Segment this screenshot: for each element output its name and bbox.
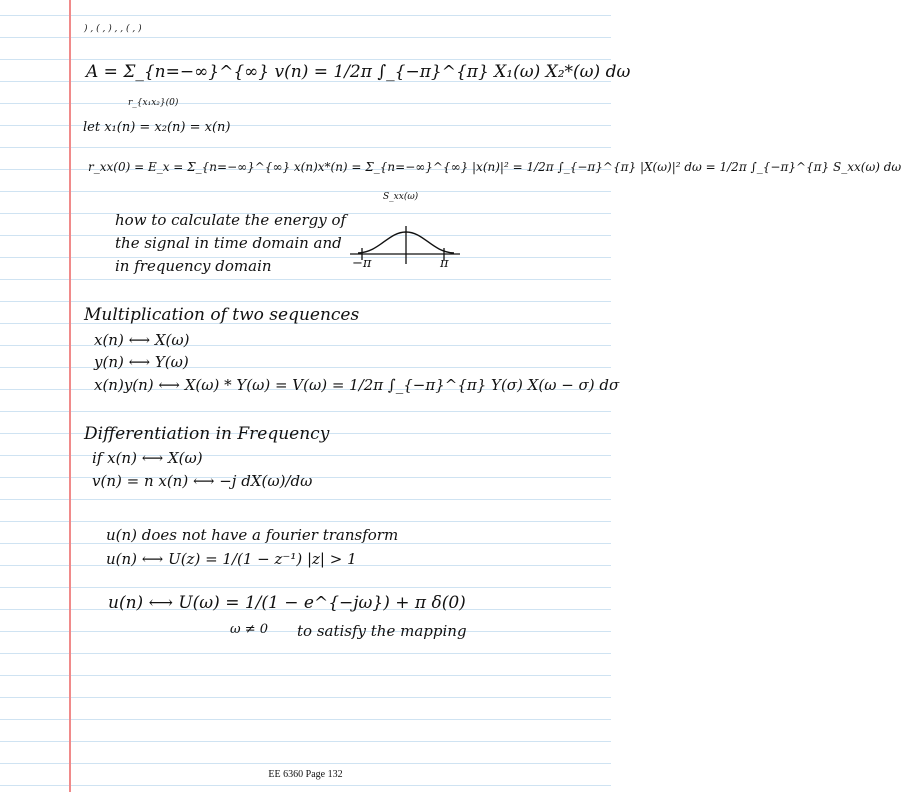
sketch-label-pi: π	[440, 256, 449, 271]
omega-not-zero: ω ≠ 0	[230, 622, 269, 637]
diff-line-1: if x(n) ⟷ X(ω)	[92, 449, 203, 467]
note-line-1: how to calculate the energy of	[115, 211, 347, 229]
equation-a: A = Σ_{n=−∞}^{∞} v(n) = 1/2π ∫_{−π}^{π} X₁(ω) X₂*(ω) dω	[86, 62, 631, 82]
diff-line-2: v(n) = n x(n) ⟷ −j dX(ω)/dω	[92, 472, 313, 490]
mapping-note: to satisfy the mapping	[297, 622, 467, 640]
note-line-2: the signal in time domain and	[115, 234, 342, 252]
mult-line-3: x(n)y(n) ⟷ X(ω) * Y(ω) = V(ω) = 1/2π ∫_{−π}^{π} Y(σ) X(ω − σ) dσ	[94, 376, 620, 394]
cut-off-top-line: ) , ( , ) , , ( , )	[84, 24, 142, 34]
page-footer: EE 6360 Page 132	[268, 769, 343, 780]
mult-line-1: x(n) ⟷ X(ω)	[94, 331, 190, 349]
fourier-note: u(n) does not have a fourier transform	[106, 526, 399, 544]
sketch-label-minus-pi: −π	[352, 256, 372, 271]
note-line-3: in frequency domain	[115, 257, 272, 275]
mult-line-2: y(n) ⟷ Y(ω)	[94, 353, 189, 371]
fourier-z-transform: u(n) ⟷ U(z) = 1/(1 − z⁻¹) |z| > 1	[106, 550, 357, 568]
differentiation-heading: Differentiation in Frequency	[84, 424, 330, 444]
margin-line	[69, 0, 71, 792]
sxx-underbrace-label: S_xx(ω)	[383, 192, 419, 202]
energy-equation: r_xx(0) = E_x = Σ_{n=−∞}^{∞} x(n)x*(n) = Σ_{n=−∞}^{∞} |x(n)|² = 1/2π ∫_{−π}^{π} |X(ω)|² dω = 1/2π ∫_{−π}^{π} S_xx(ω) dω	[88, 160, 901, 174]
let-statement: let x₁(n) = x₂(n) = x(n)	[83, 120, 231, 135]
equation-a-underbrace-label: r_{x₁x₂}(0)	[128, 98, 179, 108]
multiplication-heading: Multiplication of two sequences	[84, 305, 360, 325]
fourier-u-omega: u(n) ⟷ U(ω) = 1/(1 − e^{−jω}) + π δ(0)	[108, 593, 466, 613]
